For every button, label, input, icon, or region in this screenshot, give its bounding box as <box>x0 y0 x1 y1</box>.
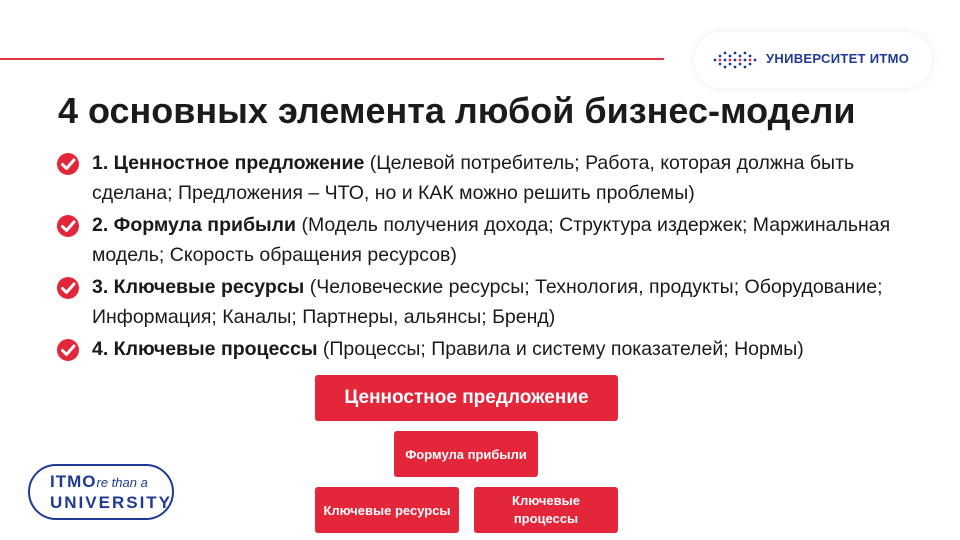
itmo-more-than-a-university-logo <box>28 464 174 520</box>
list-item <box>56 148 916 208</box>
item-heading: 1. Ценностное предложение <box>92 152 365 174</box>
page-title: 4 основных элемента любой бизнес-модели <box>58 90 856 131</box>
check-icon <box>56 276 80 300</box>
item-heading: 2. Формула прибыли <box>92 214 297 236</box>
key-processes-box: Ключевые процессы <box>474 487 618 533</box>
check-icon <box>56 338 80 362</box>
item-details: (Процессы; Правила и систему показателей; Нормы) <box>317 338 804 360</box>
value-proposition-box: Ценностное предложение <box>315 375 618 421</box>
check-icon <box>56 214 80 238</box>
list-item <box>56 272 916 332</box>
itmo-dots-icon <box>712 49 760 71</box>
header-divider-line <box>0 58 664 60</box>
item-heading: 4. Ключевые процессы <box>92 338 318 360</box>
badge-line-2: UNIVERSITY <box>50 493 173 512</box>
elements-list <box>56 148 916 366</box>
logo-text: УНИВЕРСИТЕТ ИТМО <box>766 51 910 66</box>
badge-itmo-text: ITMO <box>50 472 97 491</box>
key-resources-box: Ключевые ресурсы <box>315 487 459 533</box>
itmo-university-logo <box>694 32 932 88</box>
item-details: (Модель получения дохода; Структура издержек; Маржинальная модель; Скорость обращения ресурсов) <box>92 214 891 266</box>
list-item <box>56 334 916 364</box>
item-details: (Целевой потребитель; Работа, которая должна быть сделана; Предложения – ЧТО, но и КАК можно решить проблемы) <box>92 152 855 204</box>
badge-script-text: re than a <box>96 475 148 490</box>
list-item <box>56 210 916 270</box>
check-icon <box>56 152 80 176</box>
profit-formula-box: Формула прибыли <box>394 431 538 477</box>
item-details: (Человеческие ресурсы; Технология, продукты; Оборудование; Информация; Каналы; Партнеры, альянсы; Бренд) <box>92 276 883 328</box>
item-heading: 3. Ключевые ресурсы <box>92 276 305 298</box>
badge-line-1 <box>50 472 148 492</box>
